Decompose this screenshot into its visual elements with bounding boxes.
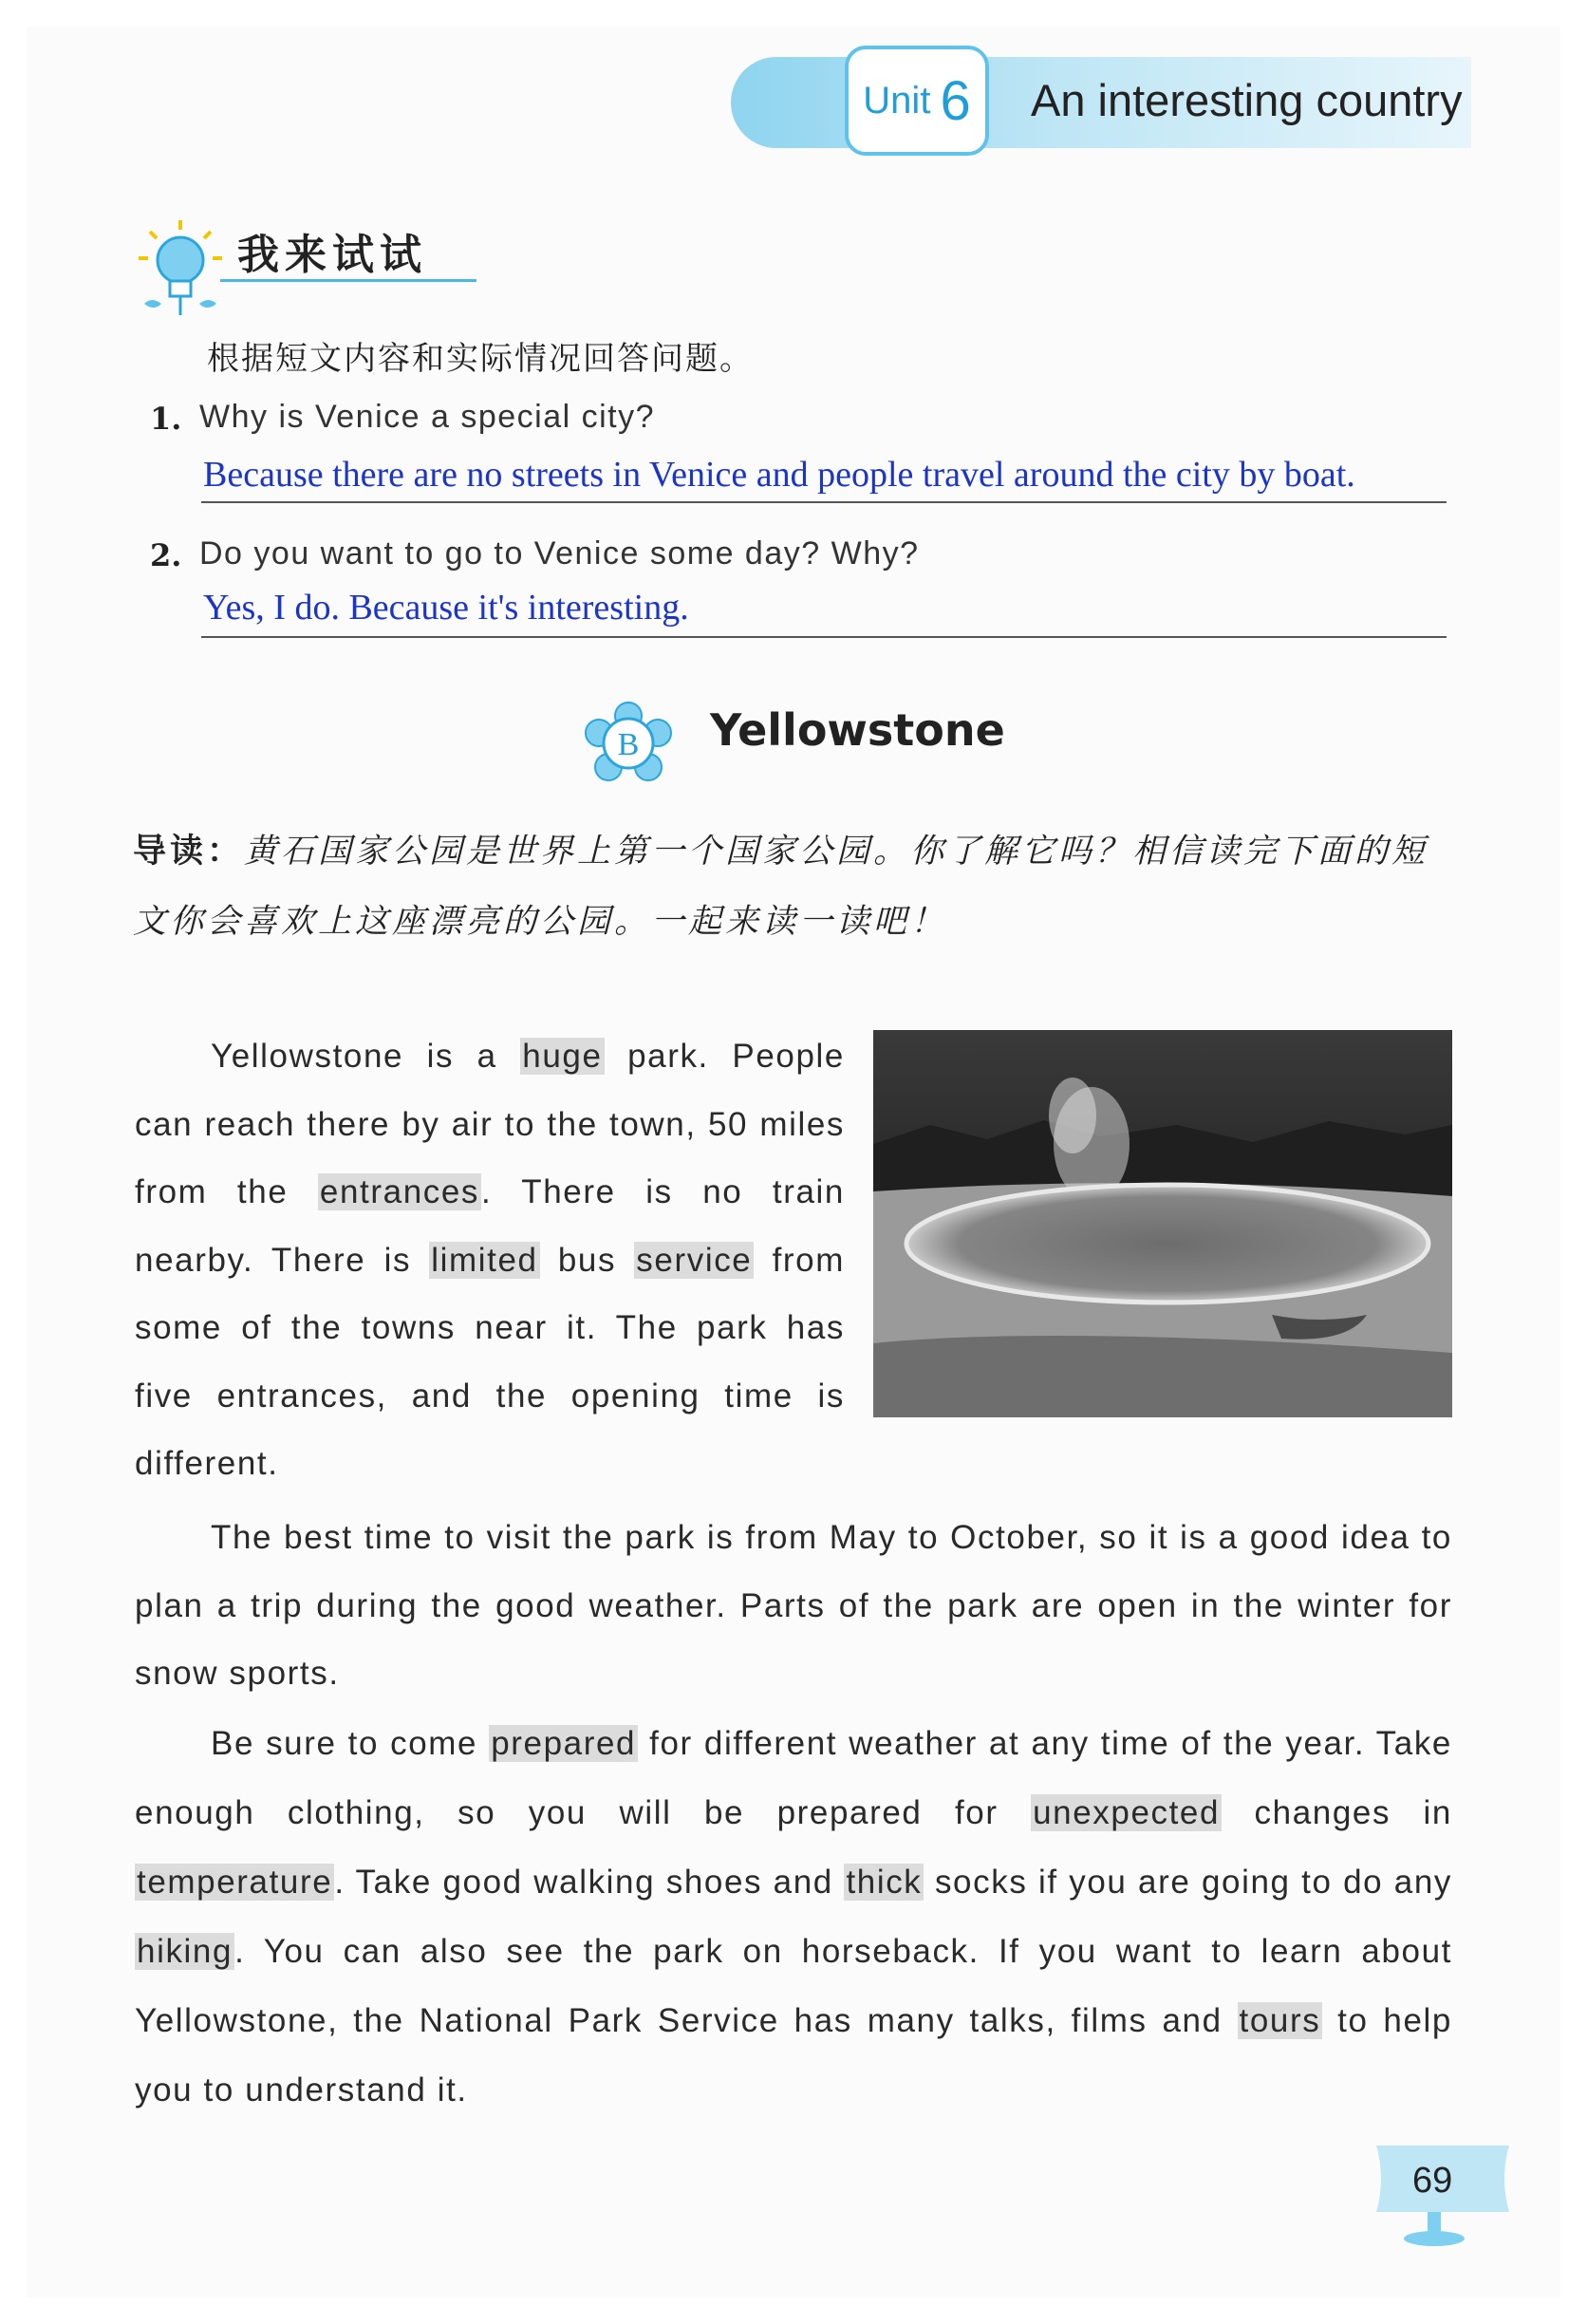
highlighted-word: prepared — [491, 1725, 637, 1762]
unit-number: 6 — [940, 69, 971, 132]
unit-badge — [845, 46, 989, 156]
intro-label: 导读： — [133, 833, 245, 871]
intro-text: 黄石国家公园是世界上第一个国家公园。你了解它吗？相信读完下面的短文你会喜欢上这座漂亮的公园。一起来读一读吧！ — [133, 833, 1429, 941]
paragraph-text: changes in — [1222, 1794, 1452, 1831]
highlighted-word: service — [636, 1241, 753, 1279]
answer-text: Because there are no streets in Venice and people travel around the city by boat. — [203, 455, 1355, 495]
try-heading: 我来试试 — [237, 231, 427, 279]
try-heading-underline — [220, 279, 476, 282]
question-text: Do you want to go to Venice some day? Why? — [199, 535, 920, 572]
highlighted-word: thick — [846, 1864, 923, 1901]
passage-intro — [133, 816, 1462, 957]
unit-title: An interesting country — [1031, 75, 1463, 125]
paragraph-text: park. People can reach there by air to the town, 50 miles from the — [135, 1038, 845, 1210]
highlighted-word: entrances — [319, 1173, 480, 1210]
paragraph-text: bus — [539, 1241, 635, 1279]
highlighted-word: limited — [431, 1241, 538, 1279]
paragraph-text: from some of the towns near it. The park has five entrances, and the opening time is different. — [135, 1241, 845, 1482]
unit-word: Unit — [863, 79, 931, 122]
section-b-badge — [584, 701, 674, 786]
highlighted-word: tours — [1239, 2002, 1321, 2039]
paragraph-1 — [135, 1022, 845, 1498]
page-number: 69 — [1412, 2161, 1453, 2201]
highlighted-word: huge — [522, 1038, 603, 1075]
paragraph-text: . Take good walking shoes and — [334, 1864, 845, 1901]
question-number: 2. — [150, 537, 182, 573]
geyser-landscape-photo — [873, 1030, 1452, 1417]
section-b-letter: B — [617, 727, 640, 762]
lightbulb-icon — [133, 216, 228, 321]
try-instruction: 根据短文内容和实际情况回答问题。 — [207, 340, 754, 378]
question-text: Why is Venice a special city? — [199, 399, 656, 435]
paragraph-text: socks if you are going to do any — [924, 1864, 1452, 1901]
paragraph-text: . There is no train nearby. There is — [135, 1173, 845, 1279]
paragraph-2: The best time to visit the park is from May to October, so it is a good idea to plan a trip during the good weather. Parts of the park are open in the winter for snow sports. — [135, 1519, 1452, 1692]
paragraph-text: for different weather at any time of the year. Take enough clothing, so you will be prepared for — [135, 1725, 1453, 1831]
paragraph-text: . You can also see the park on horseback. If you want to learn about Yellowstone, the National Park Service has many talks, films and — [135, 1933, 1452, 2039]
highlighted-word: temperature — [137, 1864, 333, 1901]
answer-line — [201, 501, 1447, 503]
answer-text: Yes, I do. Because it's interesting. — [203, 588, 689, 628]
answer-line — [201, 636, 1447, 638]
highlighted-word: hiking — [137, 1933, 233, 1970]
passage-title: Yellowstone — [710, 704, 1005, 756]
question-number: 1. — [150, 401, 182, 437]
paragraph-text: Be sure to come — [211, 1725, 490, 1762]
paragraph-text: to help you to understand it. — [135, 2002, 1452, 2108]
paragraph-text: Yellowstone is a — [211, 1038, 521, 1075]
highlighted-word: unexpected — [1033, 1794, 1221, 1831]
paragraph-3 — [135, 1709, 1452, 2125]
